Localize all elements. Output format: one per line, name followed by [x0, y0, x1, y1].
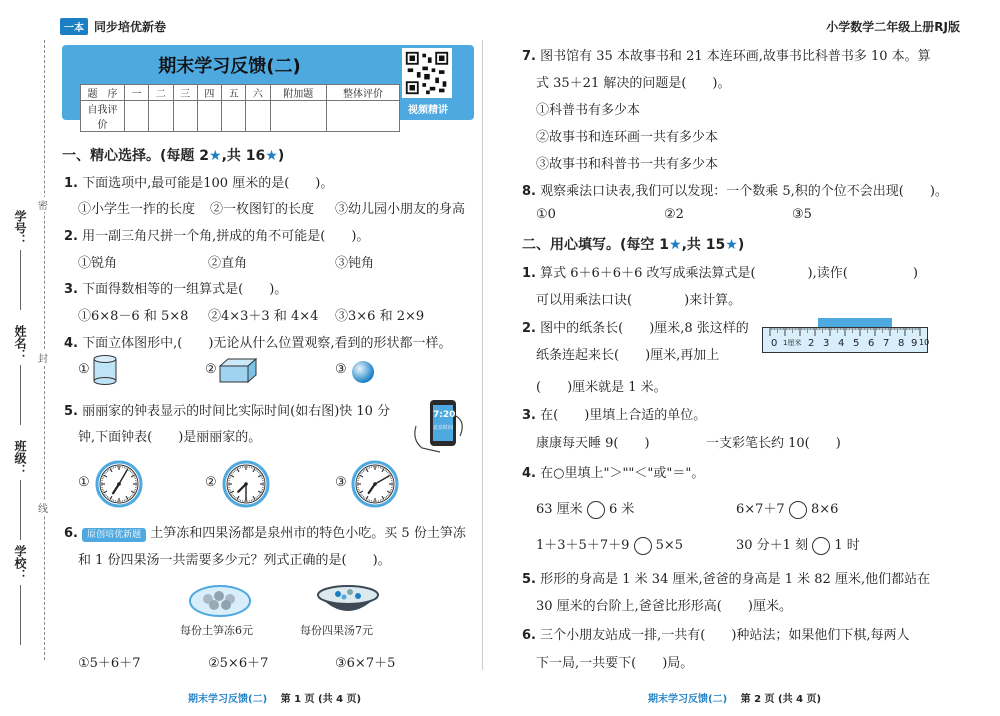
question-text: 形形的身高是 1 米 34 厘米,爸爸的身高是 1 米 82 厘米,他们都站在: [540, 572, 931, 587]
fill-3-right[interactable]: 一支彩笔长约 10( ): [706, 436, 841, 451]
score-cell[interactable]: [125, 101, 149, 132]
school-label: 学校：: [13, 545, 27, 581]
footer-page: 第 2 页 (共 4 页): [740, 694, 822, 705]
ruler-number: 9: [911, 338, 918, 349]
fill-question-6: [522, 624, 910, 643]
option-6-1[interactable]: ①5＋6＋7: [78, 656, 141, 671]
ruler-number: 10: [919, 338, 930, 347]
option-8-2[interactable]: ②2: [664, 207, 684, 222]
option-2-3[interactable]: ③钝角: [335, 256, 375, 271]
question-6-line2: 和 1 份四果汤一共需要多少元？列式正确的是( )。: [78, 553, 391, 568]
name-blank[interactable]: [20, 365, 21, 425]
question-text: 观察乘法口诀表,我们可以发现：一个数乘 5,积的个位不会出现( )。: [540, 184, 948, 199]
score-row-label: 自我评价: [81, 101, 125, 132]
footer-right: [648, 690, 821, 705]
paper-strip: [818, 318, 892, 327]
question-number: 2.: [64, 229, 78, 244]
question-6: [64, 522, 466, 541]
fill-question-1: [522, 262, 918, 281]
question-number: 7.: [522, 49, 536, 64]
question-text[interactable]: 算式 6＋6＋6＋6 改写成乘法算式是( ),读作( ): [540, 266, 918, 281]
question-number: 8.: [522, 184, 536, 199]
score-header-cell: 附加题: [270, 85, 327, 101]
fill-question-3: [522, 404, 706, 423]
section1-title-mid: ,共 16: [221, 148, 266, 164]
section1-title-text: 一、精心选择。(每题 2: [62, 148, 210, 164]
fill-question-2: [522, 317, 749, 336]
clock-icon: [221, 459, 271, 509]
footer-page: 第 1 页 (共 4 页): [280, 694, 362, 705]
phone-time: 7:20: [433, 410, 456, 420]
section2-title-close: ): [737, 237, 745, 253]
clock-icon: [94, 459, 144, 509]
option-1-3[interactable]: ③幼儿园小朋友的身高: [335, 202, 466, 217]
score-header-cell: 二: [149, 85, 173, 101]
option-1-1[interactable]: ①小学生一拃的长度: [78, 202, 196, 217]
footer-title: 期末学习反馈(二): [188, 694, 268, 705]
option-8-1[interactable]: ①0: [536, 207, 556, 222]
question-8: [522, 180, 948, 199]
compare-circle[interactable]: [789, 501, 807, 519]
grade-label: 小学数学二年级上册RJ版: [826, 20, 960, 34]
compare-item: [536, 498, 634, 519]
compare-circle[interactable]: [587, 501, 605, 519]
question-number: 3.: [64, 282, 78, 297]
option-8-3[interactable]: ③5: [792, 207, 812, 222]
question-number: 6.: [64, 526, 78, 541]
score-table: [80, 84, 400, 132]
question-number: 5.: [522, 572, 536, 587]
option-4-2[interactable]: ②: [205, 362, 217, 377]
sphere-icon: [350, 359, 376, 385]
question-number: 4.: [522, 466, 536, 481]
compare-item: [736, 498, 838, 519]
question-number: 3.: [522, 408, 536, 423]
section2-title-text: 二、用心填写。(每空 1: [522, 237, 670, 253]
seal-mark: 封: [38, 350, 48, 365]
ruler-unit: 1厘米: [783, 339, 802, 347]
section2-title-mid: ,共 15: [681, 237, 726, 253]
ruler-number: 3: [823, 338, 830, 349]
footer-left: [188, 690, 361, 705]
question-number: 6.: [522, 628, 536, 643]
fill-question-1-line2[interactable]: 可以用乘法口诀( )来计算。: [536, 293, 742, 308]
ruler-number: 5: [853, 338, 860, 349]
compare-left: 1＋3＋5＋7＋9: [536, 538, 630, 553]
question-text: 下面得数相等的一组算式是( )。: [82, 282, 288, 297]
compare-circle[interactable]: [634, 537, 652, 555]
ruler-number: 8: [898, 338, 905, 349]
star-icon: ★: [669, 237, 682, 253]
student-number-label: 学号：: [13, 210, 27, 246]
option-4-3[interactable]: ③: [335, 362, 347, 377]
score-cell[interactable]: [197, 101, 221, 132]
section2-title: [522, 234, 744, 254]
option-3-3[interactable]: ③3×6 和 2×9: [335, 309, 425, 324]
score-cell[interactable]: [173, 101, 197, 132]
seal-mark: 密: [38, 197, 48, 212]
ruler-number: 0: [771, 338, 778, 349]
score-header-cell: 题 序: [81, 85, 125, 101]
score-header-cell: 六: [246, 85, 270, 101]
fill-question-5: [522, 568, 930, 587]
option-5-1[interactable]: ①: [78, 475, 90, 490]
new-question-tag: 原创培优新题: [82, 528, 146, 542]
food-plate-icon: [188, 584, 252, 618]
compare-item: [736, 534, 860, 555]
question-text: 土笋冻和四果汤都是泉州市的特色小吃。买 5 份土笋冻: [150, 526, 466, 541]
option-6-3[interactable]: ③6×7＋5: [335, 656, 396, 671]
score-header-cell: 五: [222, 85, 246, 101]
score-header-row: [81, 85, 400, 101]
brand-tag: 一本: [60, 18, 88, 35]
question-7-line2: 式 35＋21 解决的问题是( )。: [536, 76, 731, 91]
brand: [60, 18, 166, 35]
class-label: 班级：: [13, 440, 27, 476]
question-1: [64, 172, 333, 191]
seal-mark: 线: [38, 500, 48, 515]
star-icon: ★: [265, 148, 278, 164]
class-blank[interactable]: [20, 480, 21, 540]
score-header-cell: 四: [197, 85, 221, 101]
fill-question-5-line2[interactable]: 30 厘米的台阶上,爸爸比形形高( )厘米。: [536, 599, 792, 614]
question-text: 丽丽家的钟表显示的时间比实际时间(如右图)快 10 分: [82, 404, 391, 419]
food-caption-2: 每份四果汤7元: [300, 624, 373, 637]
score-cell[interactable]: [270, 101, 327, 132]
option-7-1[interactable]: ①科普书有多少本: [536, 103, 641, 118]
qr-code[interactable]: [402, 48, 452, 98]
question-text: 用一副三角尺拼一个角,拼成的角不可能是( )。: [82, 229, 370, 244]
fill-question-2-line2[interactable]: 纸条连起来长( )厘米,再加上: [536, 348, 720, 363]
page-title: 期末学习反馈(二): [158, 56, 301, 77]
question-text: 图书馆有 35 本故事书和 21 本连环画,故事书比科普书多 10 本。算: [540, 49, 931, 64]
fill-3-left[interactable]: 康康每天睡 9( ): [536, 436, 650, 451]
option-2-1[interactable]: ①锐角: [78, 256, 118, 271]
option-3-2[interactable]: ②4×3＋3 和 4×4: [208, 309, 319, 324]
compare-left: 30 分＋1 刻: [736, 538, 809, 553]
compare-right: 6 米: [608, 502, 635, 517]
question-text: 在( )里填上合适的单位。: [540, 408, 707, 423]
ruler-number: 6: [868, 338, 875, 349]
footer-title: 期末学习反馈(二): [648, 694, 728, 705]
option-2-2[interactable]: ②直角: [208, 256, 248, 271]
option-5-2[interactable]: ②: [205, 475, 217, 490]
score-cell[interactable]: [222, 101, 246, 132]
score-header-cell: 一: [125, 85, 149, 101]
section1-title: [62, 145, 284, 165]
question-number: 2.: [522, 321, 536, 336]
food-caption-1: 每份土笋冻6元: [180, 624, 253, 637]
soup-bowl-icon: [316, 583, 380, 619]
compare-left: 6×7＋7: [736, 502, 785, 517]
page-divider: [482, 40, 483, 670]
question-number: 5.: [64, 404, 78, 419]
ruler-number: 2: [808, 338, 815, 349]
phone-caption: 北京时间: [432, 425, 453, 431]
question-2: [64, 225, 369, 244]
option-4-1[interactable]: ①: [78, 362, 90, 377]
option-1-2[interactable]: ②一枚图钉的长度: [210, 202, 315, 217]
question-5-line2: 钟,下面钟表( )是丽丽家的。: [78, 430, 262, 445]
fill-question-6-line2[interactable]: 下一局,一共要下( )局。: [536, 656, 694, 671]
question-text: 在○里填上"＞""＜"或"＝"。: [540, 466, 705, 481]
question-text[interactable]: 图中的纸条长( )厘米,8 张这样的: [540, 321, 749, 336]
fill-question-4: [522, 462, 704, 481]
option-5-3[interactable]: ③: [335, 475, 347, 490]
option-3-1[interactable]: ①6×8－6 和 5×8: [78, 309, 189, 324]
compare-right: 8×6: [811, 502, 839, 517]
cylinder-icon: [92, 354, 120, 386]
star-icon: ★: [209, 148, 222, 164]
score-cell[interactable]: [246, 101, 270, 132]
question-5: [64, 400, 390, 419]
option-7-3[interactable]: ③故事书和科普书一共有多少本: [536, 157, 719, 172]
question-number: 1.: [64, 176, 78, 191]
student-number-blank[interactable]: [20, 250, 21, 310]
question-number: 1.: [522, 266, 536, 281]
star-icon: ★: [725, 237, 738, 253]
question-3: [64, 278, 287, 297]
ruler: [762, 318, 930, 354]
option-7-2[interactable]: ②故事书和连环画一共有多少本: [536, 130, 719, 145]
section1-title-close: ): [277, 148, 285, 164]
school-blank[interactable]: [20, 585, 21, 645]
cuboid-icon: [218, 356, 258, 384]
score-cell[interactable]: [149, 101, 173, 132]
score-header-cell: 三: [173, 85, 197, 101]
ruler-number: 7: [883, 338, 890, 349]
name-label: 姓名：: [13, 325, 27, 361]
question-7: [522, 45, 931, 64]
question-number: 4.: [64, 336, 78, 351]
question-text: 下面立体图形中,( )无论从什么位置观察,看到的形状都一样。: [82, 336, 452, 351]
clock-icon: [350, 459, 400, 509]
brand-name: 同步培优新卷: [94, 20, 167, 34]
option-6-2[interactable]: ②5×6＋7: [208, 656, 269, 671]
question-text: 下面选项中,最可能是100 厘米的是( )。: [82, 176, 334, 191]
fill-question-2-line3[interactable]: ( )厘米就是 1 米。: [536, 380, 667, 395]
ruler-number: 4: [838, 338, 845, 349]
compare-right: 5×5: [655, 538, 684, 553]
question-text[interactable]: 三个小朋友站成一排,一共有( )种站法；如果他们下棋,每两人: [540, 628, 910, 643]
compare-circle[interactable]: [812, 537, 830, 555]
compare-right: 1 时: [834, 538, 860, 553]
question-4: [64, 332, 452, 351]
compare-item: [536, 534, 683, 555]
score-header-cell: 整体评价: [327, 85, 400, 101]
score-input-row: [81, 101, 400, 132]
score-cell[interactable]: [327, 101, 400, 132]
compare-left: 63 厘米: [536, 502, 583, 517]
qr-caption: 视频精讲: [408, 105, 448, 116]
